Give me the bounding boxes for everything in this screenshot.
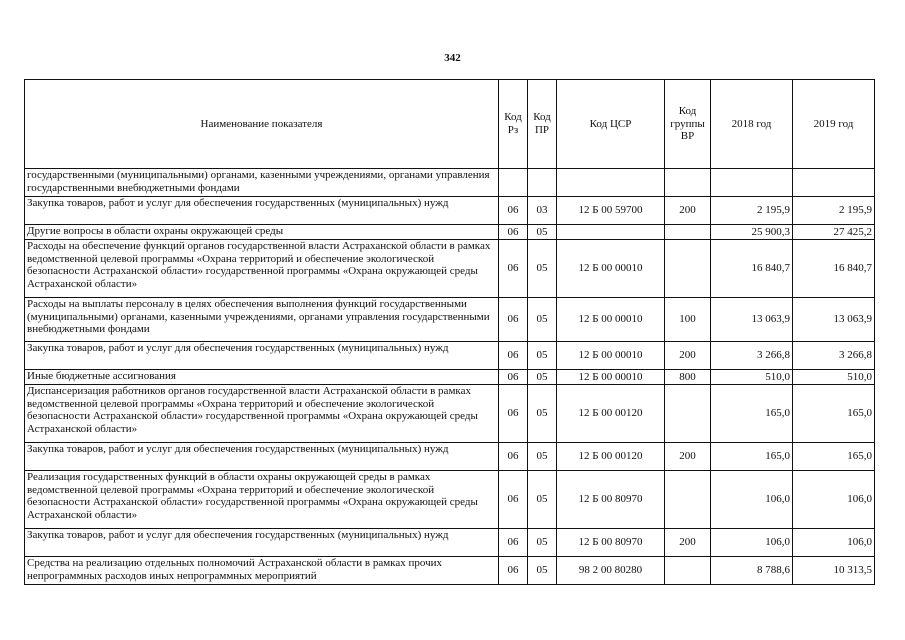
table-row xyxy=(25,298,875,342)
table-row xyxy=(25,385,875,443)
cell-pr xyxy=(528,169,557,197)
cell-csr: 12 Б 00 00010 xyxy=(557,342,665,370)
table-row xyxy=(25,240,875,298)
cell-name: Расходы на обеспечение функций органов государственной власти Астраханской области в рамках ведомственной целевой программы «Охрана территорий и обеспечение экологической безопасности Астраханской области» государственной программы «Охрана окружающей среды Астраханской области» xyxy=(25,240,499,298)
cell-2018: 3 266,8 xyxy=(711,342,793,370)
table-row xyxy=(25,197,875,225)
cell-vr: 800 xyxy=(665,370,711,385)
cell-pr: 05 xyxy=(528,342,557,370)
header-2019: 2019 год xyxy=(793,80,875,169)
cell-2019: 165,0 xyxy=(793,385,875,443)
cell-2018: 16 840,7 xyxy=(711,240,793,298)
cell-2019: 3 266,8 xyxy=(793,342,875,370)
cell-2018: 165,0 xyxy=(711,443,793,471)
cell-2018: 165,0 xyxy=(711,385,793,443)
cell-csr: 12 Б 00 00010 xyxy=(557,298,665,342)
cell-2019: 16 840,7 xyxy=(793,240,875,298)
cell-name: Закупка товаров, работ и услуг для обеспечения государственных (муниципальных) нужд xyxy=(25,529,499,557)
cell-rz xyxy=(499,169,528,197)
cell-2018: 2 195,9 xyxy=(711,197,793,225)
cell-pr: 05 xyxy=(528,370,557,385)
cell-2019: 10 313,5 xyxy=(793,557,875,585)
header-pr: Код ПР xyxy=(528,80,557,169)
cell-name: государственными (муниципальными) органами, казенными учреждениями, органами управления государственными внебюджетными фондами xyxy=(25,169,499,197)
cell-name: Средства на реализацию отдельных полномочий Астраханской области в рамках прочих непрограммных расходов иных непрограммных мероприятий xyxy=(25,557,499,585)
cell-pr: 05 xyxy=(528,443,557,471)
cell-2019: 13 063,9 xyxy=(793,298,875,342)
cell-csr: 12 Б 00 00010 xyxy=(557,240,665,298)
cell-rz: 06 xyxy=(499,225,528,240)
budget-table xyxy=(24,79,875,585)
table-row xyxy=(25,169,875,197)
cell-vr: 200 xyxy=(665,443,711,471)
cell-2018: 510,0 xyxy=(711,370,793,385)
cell-name: Реализация государственных функций в области охраны окружающей среды в рамках ведомственной целевой программы «Охрана территорий и обеспечение экологической безопасности Астраханской области» государственной программы «Охрана окружающей среды Астраханской области» xyxy=(25,471,499,529)
cell-name: Другие вопросы в области охраны окружающей среды xyxy=(25,225,499,240)
cell-csr: 12 Б 00 80970 xyxy=(557,529,665,557)
cell-rz: 06 xyxy=(499,471,528,529)
cell-name: Закупка товаров, работ и услуг для обеспечения государственных (муниципальных) нужд xyxy=(25,443,499,471)
cell-csr: 12 Б 00 00120 xyxy=(557,443,665,471)
cell-vr: 200 xyxy=(665,529,711,557)
cell-2018: 13 063,9 xyxy=(711,298,793,342)
cell-rz: 06 xyxy=(499,240,528,298)
cell-pr: 03 xyxy=(528,197,557,225)
cell-vr xyxy=(665,557,711,585)
cell-2019: 510,0 xyxy=(793,370,875,385)
header-rz: Код Рз xyxy=(499,80,528,169)
header-vr: Код группы ВР xyxy=(665,80,711,169)
cell-vr: 200 xyxy=(665,197,711,225)
cell-2018: 106,0 xyxy=(711,471,793,529)
cell-2019: 2 195,9 xyxy=(793,197,875,225)
cell-vr xyxy=(665,385,711,443)
cell-name: Закупка товаров, работ и услуг для обеспечения государственных (муниципальных) нужд xyxy=(25,342,499,370)
table-row xyxy=(25,225,875,240)
cell-pr: 05 xyxy=(528,557,557,585)
cell-csr: 12 Б 00 00120 xyxy=(557,385,665,443)
cell-vr xyxy=(665,471,711,529)
cell-name: Закупка товаров, работ и услуг для обеспечения государственных (муниципальных) нужд xyxy=(25,197,499,225)
cell-vr xyxy=(665,169,711,197)
cell-rz: 06 xyxy=(499,529,528,557)
cell-csr: 98 2 00 80280 xyxy=(557,557,665,585)
cell-pr: 05 xyxy=(528,298,557,342)
cell-csr xyxy=(557,169,665,197)
table-header-row xyxy=(25,80,875,169)
cell-name: Диспансеризация работников органов государственной власти Астраханской области в рамках ведомственной целевой программы «Охрана территорий и обеспечение экологической безопасности Астраханской области» государственной программы «Охрана окружающей среды Астраханской области» xyxy=(25,385,499,443)
cell-rz: 06 xyxy=(499,370,528,385)
cell-pr: 05 xyxy=(528,385,557,443)
table-row xyxy=(25,443,875,471)
header-2018: 2018 год xyxy=(711,80,793,169)
cell-2019: 165,0 xyxy=(793,443,875,471)
cell-csr: 12 Б 00 00010 xyxy=(557,370,665,385)
header-csr: Код ЦСР xyxy=(557,80,665,169)
cell-rz: 06 xyxy=(499,197,528,225)
cell-vr: 200 xyxy=(665,342,711,370)
cell-pr: 05 xyxy=(528,240,557,298)
cell-name: Иные бюджетные ассигнования xyxy=(25,370,499,385)
cell-2019: 27 425,2 xyxy=(793,225,875,240)
cell-2019: 106,0 xyxy=(793,529,875,557)
cell-vr xyxy=(665,240,711,298)
cell-rz: 06 xyxy=(499,557,528,585)
cell-pr: 05 xyxy=(528,529,557,557)
cell-csr xyxy=(557,225,665,240)
table-row xyxy=(25,471,875,529)
cell-2018 xyxy=(711,169,793,197)
table-row xyxy=(25,370,875,385)
cell-2018: 25 900,3 xyxy=(711,225,793,240)
header-name: Наименование показателя xyxy=(25,80,499,169)
cell-rz: 06 xyxy=(499,443,528,471)
cell-2019: 106,0 xyxy=(793,471,875,529)
cell-rz: 06 xyxy=(499,342,528,370)
table-row xyxy=(25,529,875,557)
cell-vr: 100 xyxy=(665,298,711,342)
cell-csr: 12 Б 00 80970 xyxy=(557,471,665,529)
page-number: 342 xyxy=(444,52,461,64)
cell-csr: 12 Б 00 59700 xyxy=(557,197,665,225)
table-row xyxy=(25,342,875,370)
cell-2018: 106,0 xyxy=(711,529,793,557)
cell-name: Расходы на выплаты персоналу в целях обеспечения выполнения функций государственными (муниципальными) органами, казенными учреждениями, органами управления государственными внебюджетными фондами xyxy=(25,298,499,342)
cell-rz: 06 xyxy=(499,298,528,342)
cell-pr: 05 xyxy=(528,471,557,529)
cell-rz: 06 xyxy=(499,385,528,443)
cell-pr: 05 xyxy=(528,225,557,240)
cell-vr xyxy=(665,225,711,240)
cell-2019 xyxy=(793,169,875,197)
cell-2018: 8 788,6 xyxy=(711,557,793,585)
table-row xyxy=(25,557,875,585)
